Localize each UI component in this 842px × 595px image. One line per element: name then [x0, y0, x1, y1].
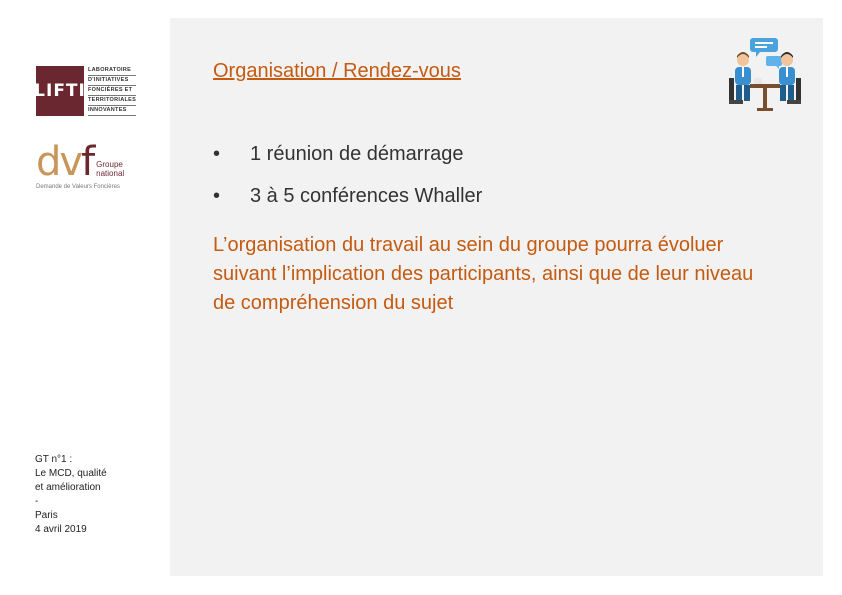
bullet-icon: • — [213, 142, 221, 165]
list-item — [213, 133, 482, 175]
body-paragraph: L’organisation du travail au sein du groupe pourra évoluer suivant l’implication des participants, ainsi que de leur niveau de compréhension du sujet — [213, 234, 754, 314]
lifti-logo-line: FONCIÈRES ET — [88, 86, 136, 96]
session-info-line: Paris — [35, 510, 58, 521]
lifti-logo-line: INNOVANTES — [88, 106, 136, 116]
dvf-logo-mark — [36, 139, 94, 185]
list-item — [213, 175, 482, 217]
list-item-text: 1 réunion de démarrage — [250, 142, 464, 165]
session-info-line: et amélioration — [35, 482, 101, 493]
dvf-logo-letter: f — [81, 139, 94, 185]
lifti-logo-line: D'INITIATIVES — [88, 76, 136, 86]
dvf-logo-tagline: Demande de Valeurs Foncières — [36, 184, 120, 190]
session-info-line: 4 avril 2019 — [35, 524, 87, 535]
lifti-logo-line: TERRITORIALES — [88, 96, 136, 106]
dvf-logo-letter: v — [59, 139, 82, 185]
dvf-logo-letter: d — [36, 139, 60, 185]
dvf-logo-subline: national — [96, 169, 125, 178]
slide-title: Organisation / Rendez-vous — [213, 60, 461, 82]
lifti-logo-mark: LIFTI — [36, 66, 84, 116]
dvf-logo-subline: Groupe — [96, 160, 123, 169]
lifti-logo-text — [88, 66, 136, 116]
session-info-line: Le MCD, qualité — [35, 468, 107, 479]
meeting-people-icon — [726, 36, 804, 112]
sidebar — [0, 0, 170, 595]
lifti-logo — [36, 66, 136, 116]
dvf-logo-subtitle — [96, 160, 124, 178]
session-info — [35, 453, 155, 537]
bullet-list — [213, 133, 482, 217]
lifti-logo-line: LABORATOIRE — [88, 66, 136, 76]
session-info-line: GT n°1 : — [35, 454, 73, 465]
bullet-icon: • — [213, 184, 221, 207]
session-info-line: - — [35, 496, 39, 507]
dvf-logo — [36, 139, 146, 190]
list-item-text: 3 à 5 conférences Whaller — [250, 184, 483, 207]
